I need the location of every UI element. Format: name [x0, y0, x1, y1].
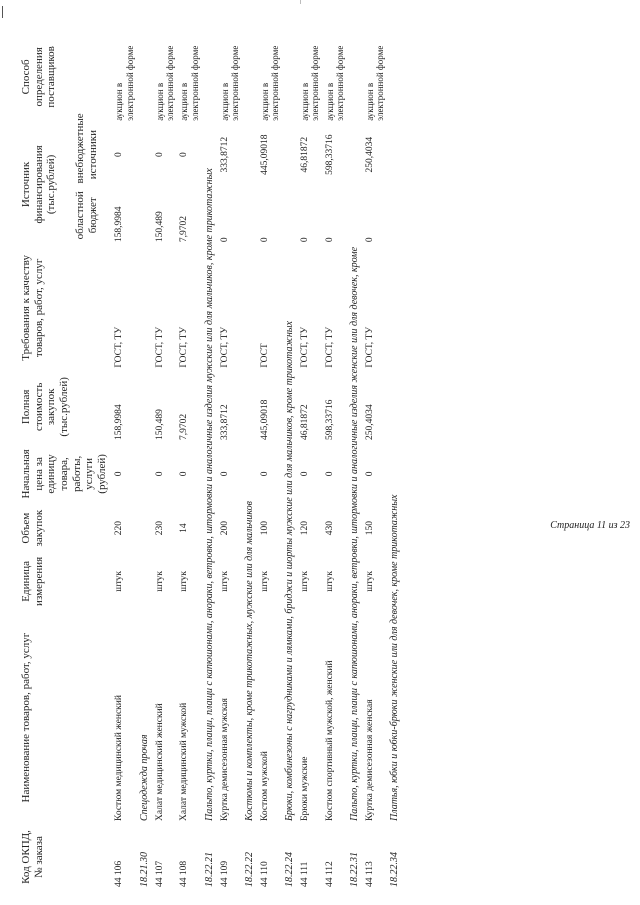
procurement-table: [20, 30, 403, 890]
funding-regional: 7,9702: [179, 215, 190, 243]
header-unit: Единица измерения: [20, 556, 45, 606]
item-name: Костюм мужской: [259, 751, 270, 822]
item-requirements: ГОСТ, ТУ: [299, 326, 310, 368]
procurement-method: аукцион в электронной форме: [114, 45, 135, 121]
section-code: 18.22.34: [389, 852, 401, 887]
funding-regional: 0: [299, 237, 310, 243]
funding-extra: 445,09018: [259, 134, 270, 175]
procurement-method: аукцион в электронной форме: [179, 45, 200, 121]
item-total: 333,8712: [219, 404, 230, 441]
item-name: Костюм спортивный мужской, женский: [324, 660, 335, 822]
rotated-page: [20, 30, 620, 890]
funding-extra: 0: [154, 152, 165, 157]
section-code: 18.22.31: [349, 852, 361, 887]
header-funding: Источник финансирования (тыс.рублей): [20, 145, 58, 224]
item-total: 598,33716: [324, 399, 335, 441]
section-title: Пальто, куртки, плащи, плащи с капюшонами, анораки, ветровки, штормовки и аналогичные изделия женские или для девочек, кроме: [349, 246, 361, 822]
funding-extra: 0: [114, 152, 125, 157]
funding-regional: 158,9984: [114, 206, 125, 243]
item-name: Халат медицинский мужской: [179, 702, 190, 822]
item-price: 0: [154, 471, 165, 477]
scan-edge-line: [300, 0, 301, 4]
item-requirements: ГОСТ, ТУ: [114, 326, 125, 368]
funding-extra: 333,8712: [219, 136, 230, 173]
header-name: Наименование товаров, работ, услуг: [20, 632, 32, 803]
procurement-method: аукцион в электронной форме: [154, 45, 176, 121]
table-row: [258, 30, 283, 890]
item-price: 0: [364, 471, 375, 477]
item-name: Халат медицинский женский: [154, 703, 165, 822]
funding-regional: 0: [259, 237, 270, 243]
item-price: 0: [259, 471, 270, 477]
item-unit: штук: [179, 571, 190, 592]
order-code: 44 108: [179, 860, 190, 887]
item-total: 158,9984: [114, 404, 125, 441]
item-unit: штук: [259, 571, 270, 592]
item-name: Куртка демисезонная мужская: [219, 698, 230, 822]
item-unit: штук: [299, 571, 310, 592]
item-qty: 220: [114, 521, 125, 536]
item-qty: 230: [154, 521, 165, 536]
table-header: [20, 30, 112, 890]
section-title: Брюки, комбинезоны с нагрудниками и лямками, бриджи и шорты мужские или для мальчиков, кроме трикотажных: [284, 321, 296, 822]
item-total: 150,489: [154, 409, 165, 441]
item-unit: штук: [364, 571, 375, 592]
procurement-method: аукцион в электронной форме: [219, 45, 240, 121]
header-funding-regional: областной бюджет: [74, 191, 100, 240]
funding-regional: 0: [364, 237, 375, 243]
table-row: [218, 30, 243, 890]
item-total: 250,4034: [364, 404, 375, 441]
item-total: 46,81872: [299, 404, 310, 441]
header-method: Способ определения поставщиков: [20, 46, 58, 108]
item-unit: штук: [154, 571, 165, 592]
item-price: 0: [179, 471, 190, 477]
funding-regional: 150,489: [154, 211, 165, 243]
section-title: Костюмы и комплекты, кроме трикотажных, мужские или для мальчиков: [244, 501, 256, 822]
order-code: 44 110: [259, 861, 270, 887]
procurement-method: аукцион в электронной форме: [299, 45, 321, 121]
item-requirements: ГОСТ, ТУ: [219, 326, 230, 368]
funding-extra: 46,81872: [299, 136, 310, 173]
item-requirements: ГОСТ: [259, 343, 270, 368]
item-qty: 100: [259, 521, 270, 536]
section-title: Пальто, куртки, плащи, плащи с капюшонами, анораки, ветровки, штормовки и аналогичные изделия мужские или для мальчиков, кроме трикотажных: [204, 168, 216, 822]
order-code: 44 113: [364, 861, 375, 887]
procurement-method: аукцион в электронной форме: [324, 45, 345, 121]
table-row: [363, 30, 388, 890]
table-row: [323, 30, 348, 890]
item-total: 445,09018: [259, 399, 270, 441]
item-name: Брюки мужские: [299, 756, 310, 822]
item-unit: штук: [324, 571, 335, 592]
okpd-section-row: [347, 30, 363, 890]
funding-extra: 0: [179, 152, 190, 157]
item-qty: 150: [364, 521, 375, 536]
okpd-section-row: [387, 30, 403, 890]
section-code: 18.22.22: [244, 852, 256, 887]
table-body: [112, 30, 403, 890]
item-qty: 14: [179, 523, 190, 533]
header-qty: Объем закупок: [20, 509, 45, 547]
item-name: Костюм медицинский женский: [114, 695, 125, 822]
section-code: 18.21.30: [139, 852, 151, 887]
item-requirements: ГОСТ, ТУ: [179, 326, 190, 368]
header-price: Начальная цена за единицу товара, работы, услуги (рублей): [20, 449, 108, 499]
section-title: Платья, юбки и юбки-брюки женские или для девочек, кроме трикотажных: [389, 494, 401, 822]
order-code: 44 106: [114, 860, 125, 887]
item-requirements: ГОСТ, ТУ: [154, 326, 165, 368]
item-price: 0: [114, 471, 125, 477]
item-price: 0: [324, 471, 335, 477]
item-name: Куртка демисезонная женская: [364, 699, 375, 822]
okpd-section-row: [137, 30, 153, 890]
procurement-method: аукцион в электронной форме: [364, 45, 386, 121]
order-code: 44 107: [154, 860, 165, 887]
funding-regional: 0: [219, 237, 230, 243]
section-code: 18.22.24: [284, 852, 296, 887]
item-unit: штук: [114, 571, 125, 592]
item-qty: 120: [299, 521, 310, 536]
item-total: 7,9702: [179, 413, 190, 441]
funding-regional: 0: [324, 237, 335, 243]
funding-extra: 598,33716: [324, 134, 335, 175]
order-code: 44 111: [299, 861, 310, 887]
funding-extra: 250,4034: [364, 136, 375, 173]
table-row: [153, 30, 178, 890]
okpd-section-row: [242, 30, 258, 890]
table-row: [298, 30, 323, 890]
header-total: Полная стоимость закупок (тыс.рублей): [20, 377, 70, 437]
okpd-section-row: [202, 30, 218, 890]
header-funding-extra: внебюджетные источники: [74, 113, 100, 184]
header-code: Код ОКПД, № заказа: [20, 830, 45, 884]
page-number: Страница 11 из 23: [550, 520, 630, 531]
item-price: 0: [219, 471, 230, 477]
order-code: 44 112: [324, 861, 335, 887]
item-unit: штук: [219, 571, 230, 592]
header-requirements: Требования к качеству товаров, работ, услуг: [20, 255, 45, 361]
section-title: Спецодежда прочая: [139, 734, 151, 822]
table-row: [112, 30, 137, 890]
procurement-method: аукцион в электронной форме: [259, 45, 281, 121]
item-requirements: ГОСТ, ТУ: [324, 326, 335, 368]
table-row: [177, 30, 202, 890]
order-code: 44 109: [219, 860, 230, 887]
section-code: 18.22.21: [204, 852, 216, 887]
item-qty: 430: [324, 521, 335, 536]
item-price: 0: [299, 471, 310, 477]
item-qty: 200: [219, 521, 230, 536]
okpd-section-row: [282, 30, 298, 890]
item-requirements: ГОСТ, ТУ: [364, 326, 375, 368]
scan-margin-mark: [2, 6, 3, 18]
